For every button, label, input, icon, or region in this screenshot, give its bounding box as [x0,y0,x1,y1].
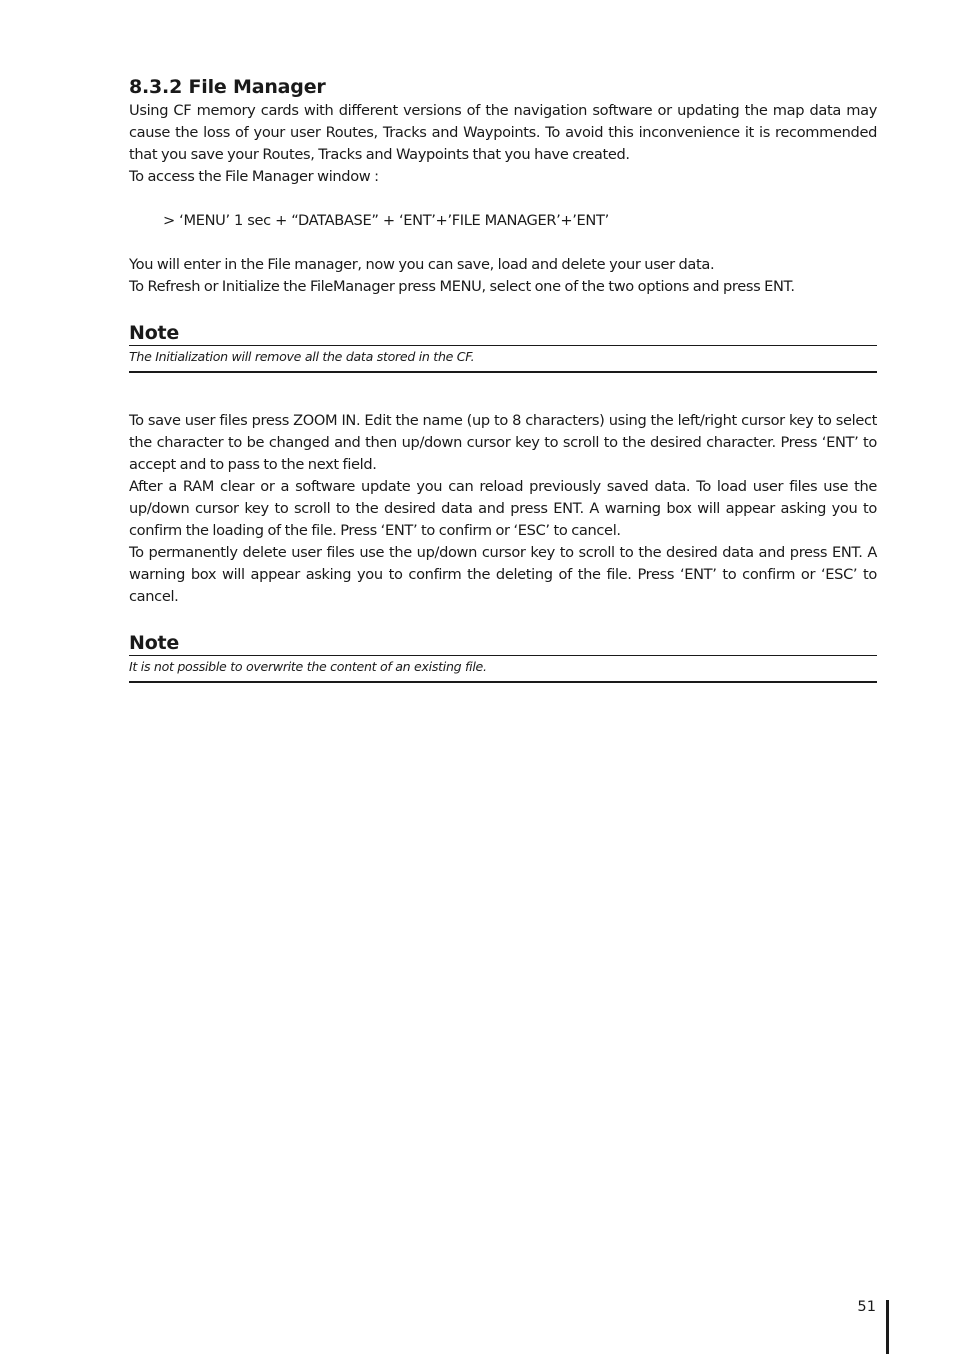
spacer [129,373,877,410]
refresh-initialize-text: To Refresh or Initialize the FileManager press MENU, select one of the two options and press ENT. [129,278,795,295]
note-initialization [129,321,877,373]
save-files-paragraph: To save user files press ZOOM IN. Edit the name (up to 8 characters) using the left/right cursor key to select the character to be changed and then up/down cursor key to scroll to the desired character. Press ‘ENT’ to accept and to pass to the next field. [129,412,877,473]
document-content [129,74,877,683]
note-title: Note [129,322,180,344]
intro-paragraph: Using CF memory cards with different versions of the navigation software or updating the map data may cause the loss of your user Routes, Tracks and Waypoints. To avoid this inconvenience it is recommended that you save your Routes, Tracks and Waypoints that you have created. [129,102,877,163]
page-edge-bar [886,1300,889,1354]
page-number: 51 [857,1298,876,1315]
access-instruction: To access the File Manager window : [129,168,379,185]
note-divider-bottom [129,681,877,683]
load-files-paragraph: After a RAM clear or a software update you can reload previously saved data. To load user files use the up/down cursor key to scroll to the desired data and press ENT. A warning box will appear asking you to confirm the loading of the file. Press ‘ENT’ to confirm or ‘ESC’ to cancel. [129,478,877,539]
note-title: Note [129,632,180,654]
delete-files-paragraph: To permanently delete user files use the up/down cursor key to scroll to the desired data and press ENT. A warning box will appear asking you to confirm the deleting of the file. Press ‘ENT’ to confirm or ‘ESC’ to cancel. [129,544,877,605]
enter-file-manager-text: You will enter in the File manager, now you can save, load and delete your user data. [129,256,715,273]
note-overwrite [129,631,877,683]
note-body: It is not possible to overwrite the content of an existing file. [129,659,487,674]
note-body: The Initialization will remove all the data stored in the CF. [129,349,475,364]
menu-command-sequence: > ‘MENU’ 1 sec + “DATABASE” + ‘ENT’+’FILE MANAGER’+’ENT’ [163,212,609,229]
section-title: 8.3.2 File Manager [129,76,326,98]
